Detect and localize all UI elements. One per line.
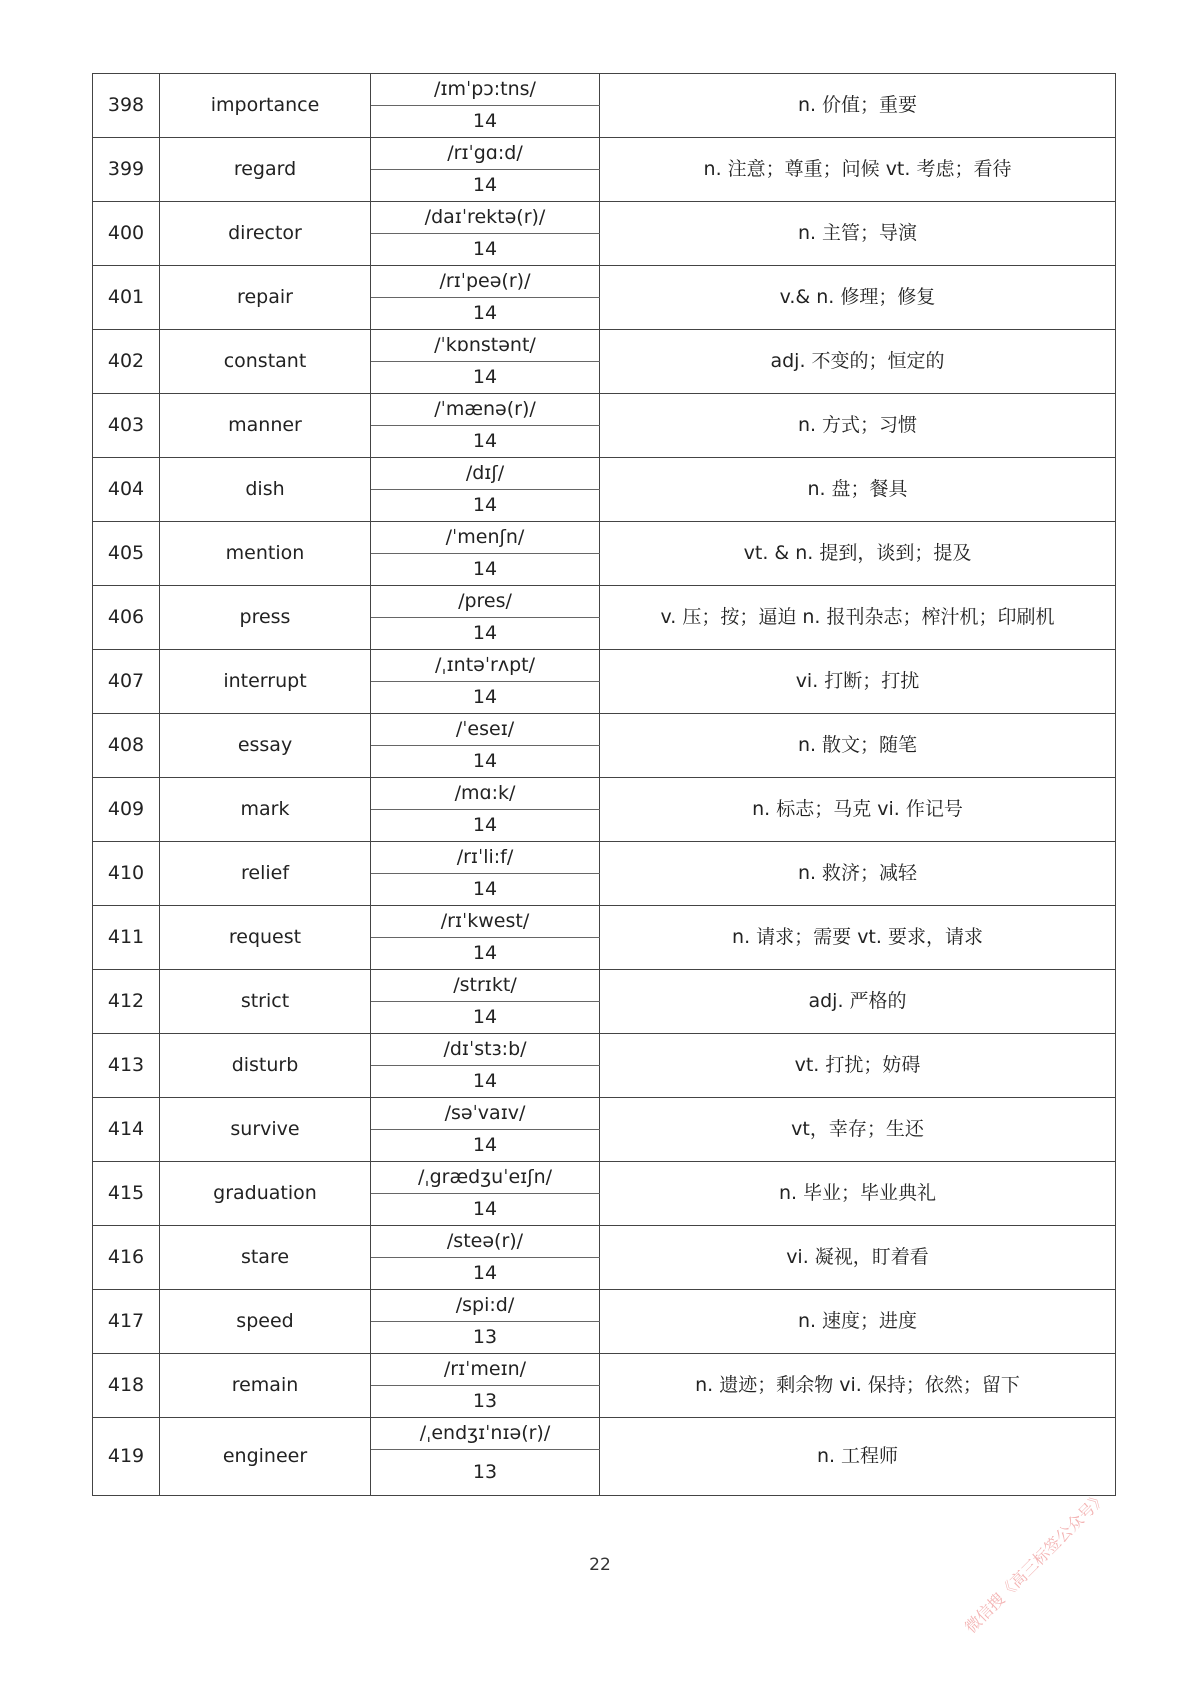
entry-frequency: 14 [371,1194,600,1226]
table-row [93,714,1116,746]
entry-phonetic: /spi:d/ [371,1290,600,1322]
entry-number: 403 [93,394,160,458]
entry-word: remain [160,1354,371,1418]
table-row [93,1418,1116,1450]
entry-number: 419 [93,1418,160,1496]
entry-number: 415 [93,1162,160,1226]
entry-frequency: 14 [371,618,600,650]
entry-meaning: adj. 严格的 [600,970,1116,1034]
entry-number: 405 [93,522,160,586]
entry-phonetic: /dɪˈstɜ:b/ [371,1034,600,1066]
entry-frequency: 13 [371,1450,600,1496]
entry-frequency: 14 [371,490,600,522]
entry-word: survive [160,1098,371,1162]
table-row [93,842,1116,874]
table-row [93,74,1116,106]
table-row [93,394,1116,426]
entry-meaning: n. 救济；减轻 [600,842,1116,906]
entry-word: importance [160,74,371,138]
table-row [93,586,1116,618]
entry-frequency: 14 [371,746,600,778]
vocabulary-table [92,73,1116,1496]
entry-number: 400 [93,202,160,266]
table-row [93,970,1116,1002]
table-row [93,266,1116,298]
entry-number: 416 [93,1226,160,1290]
table-row [93,202,1116,234]
entry-number: 402 [93,330,160,394]
table-row [93,330,1116,362]
entry-meaning: vi. 凝视，盯着看 [600,1226,1116,1290]
entry-phonetic: /rɪˈli:f/ [371,842,600,874]
entry-phonetic: /ɪmˈpɔ:tns/ [371,74,600,106]
entry-phonetic: /ˈkɒnstənt/ [371,330,600,362]
entry-meaning: n. 注意；尊重；问候 vt. 考虑；看待 [600,138,1116,202]
entry-word: constant [160,330,371,394]
entry-word: mention [160,522,371,586]
table-row [93,1354,1116,1386]
entry-frequency: 14 [371,362,600,394]
watermark: 微信搜《高三标签公众号》 [961,1487,1111,1637]
entry-frequency: 14 [371,1258,600,1290]
entry-meaning: n. 散文；随笔 [600,714,1116,778]
entry-frequency: 14 [371,554,600,586]
entry-frequency: 14 [371,1130,600,1162]
entry-meaning: n. 主管；导演 [600,202,1116,266]
entry-number: 411 [93,906,160,970]
entry-frequency: 14 [371,1002,600,1034]
entry-meaning: vi. 打断；打扰 [600,650,1116,714]
entry-number: 418 [93,1354,160,1418]
table-row [93,778,1116,810]
entry-word: speed [160,1290,371,1354]
entry-number: 412 [93,970,160,1034]
entry-meaning: n. 方式；习惯 [600,394,1116,458]
entry-word: relief [160,842,371,906]
entry-frequency: 14 [371,938,600,970]
entry-frequency: 14 [371,810,600,842]
entry-word: disturb [160,1034,371,1098]
table-row [93,138,1116,170]
entry-frequency: 14 [371,1066,600,1098]
entry-frequency: 14 [371,170,600,202]
entry-word: interrupt [160,650,371,714]
entry-word: dish [160,458,371,522]
entry-meaning: vt. & n. 提到，谈到；提及 [600,522,1116,586]
entry-phonetic: /strɪkt/ [371,970,600,1002]
table-row [93,1162,1116,1194]
entry-meaning: v. 压；按；逼迫 n. 报刊杂志；榨汁机；印刷机 [600,586,1116,650]
entry-phonetic: /steə(r)/ [371,1226,600,1258]
entry-word: stare [160,1226,371,1290]
entry-word: director [160,202,371,266]
entry-number: 408 [93,714,160,778]
entry-phonetic: /ˈmænə(r)/ [371,394,600,426]
entry-word: regard [160,138,371,202]
entry-meaning: n. 速度；进度 [600,1290,1116,1354]
entry-meaning: adj. 不变的；恒定的 [600,330,1116,394]
entry-phonetic: /rɪˈpeə(r)/ [371,266,600,298]
entry-word: manner [160,394,371,458]
page-number: 22 [589,1555,611,1575]
entry-meaning: n. 请求；需要 vt. 要求，请求 [600,906,1116,970]
entry-phonetic: /dɪʃ/ [371,458,600,490]
entry-meaning: v.& n. 修理；修复 [600,266,1116,330]
entry-frequency: 14 [371,682,600,714]
entry-meaning: n. 盘；餐具 [600,458,1116,522]
entry-phonetic: /rɪˈkwest/ [371,906,600,938]
entry-frequency: 14 [371,234,600,266]
entry-frequency: 14 [371,426,600,458]
entry-frequency: 13 [371,1322,600,1354]
entry-meaning: vt. 打扰；妨碍 [600,1034,1116,1098]
entry-number: 401 [93,266,160,330]
entry-phonetic: /mɑ:k/ [371,778,600,810]
entry-phonetic: /daɪˈrektə(r)/ [371,202,600,234]
entry-number: 410 [93,842,160,906]
entry-number: 399 [93,138,160,202]
entry-word: graduation [160,1162,371,1226]
entry-frequency: 13 [371,1386,600,1418]
entry-phonetic: /ˈmenʃn/ [371,522,600,554]
entry-number: 417 [93,1290,160,1354]
table-row [93,522,1116,554]
entry-phonetic: /pres/ [371,586,600,618]
entry-word: engineer [160,1418,371,1496]
entry-word: mark [160,778,371,842]
table-row [93,1098,1116,1130]
entry-meaning: n. 毕业；毕业典礼 [600,1162,1116,1226]
vocabulary-table-body [93,74,1116,1496]
table-row [93,458,1116,490]
entry-number: 407 [93,650,160,714]
table-row [93,1034,1116,1066]
table-row [93,650,1116,682]
entry-meaning: n. 标志；马克 vi. 作记号 [600,778,1116,842]
entry-number: 413 [93,1034,160,1098]
entry-meaning: n. 遗迹；剩余物 vi. 保持；依然；留下 [600,1354,1116,1418]
entry-word: essay [160,714,371,778]
entry-number: 414 [93,1098,160,1162]
entry-phonetic: /ˈeseɪ/ [371,714,600,746]
entry-word: repair [160,266,371,330]
entry-word: press [160,586,371,650]
table-row [93,1290,1116,1322]
entry-number: 406 [93,586,160,650]
entry-phonetic: /ˌendʒɪˈnɪə(r)/ [371,1418,600,1450]
entry-meaning: n. 价值；重要 [600,74,1116,138]
entry-phonetic: /rɪˈmeɪn/ [371,1354,600,1386]
entry-phonetic: /rɪˈgɑ:d/ [371,138,600,170]
entry-frequency: 14 [371,106,600,138]
entry-number: 409 [93,778,160,842]
entry-frequency: 14 [371,298,600,330]
entry-word: strict [160,970,371,1034]
entry-number: 398 [93,74,160,138]
table-row [93,1226,1116,1258]
entry-meaning: vt，幸存；生还 [600,1098,1116,1162]
table-row [93,906,1116,938]
entry-frequency: 14 [371,874,600,906]
entry-number: 404 [93,458,160,522]
entry-phonetic: /səˈvaɪv/ [371,1098,600,1130]
entry-phonetic: /ˌɪntəˈrʌpt/ [371,650,600,682]
entry-phonetic: /ˌgrædʒuˈeɪʃn/ [371,1162,600,1194]
entry-word: request [160,906,371,970]
entry-meaning: n. 工程师 [600,1418,1116,1496]
